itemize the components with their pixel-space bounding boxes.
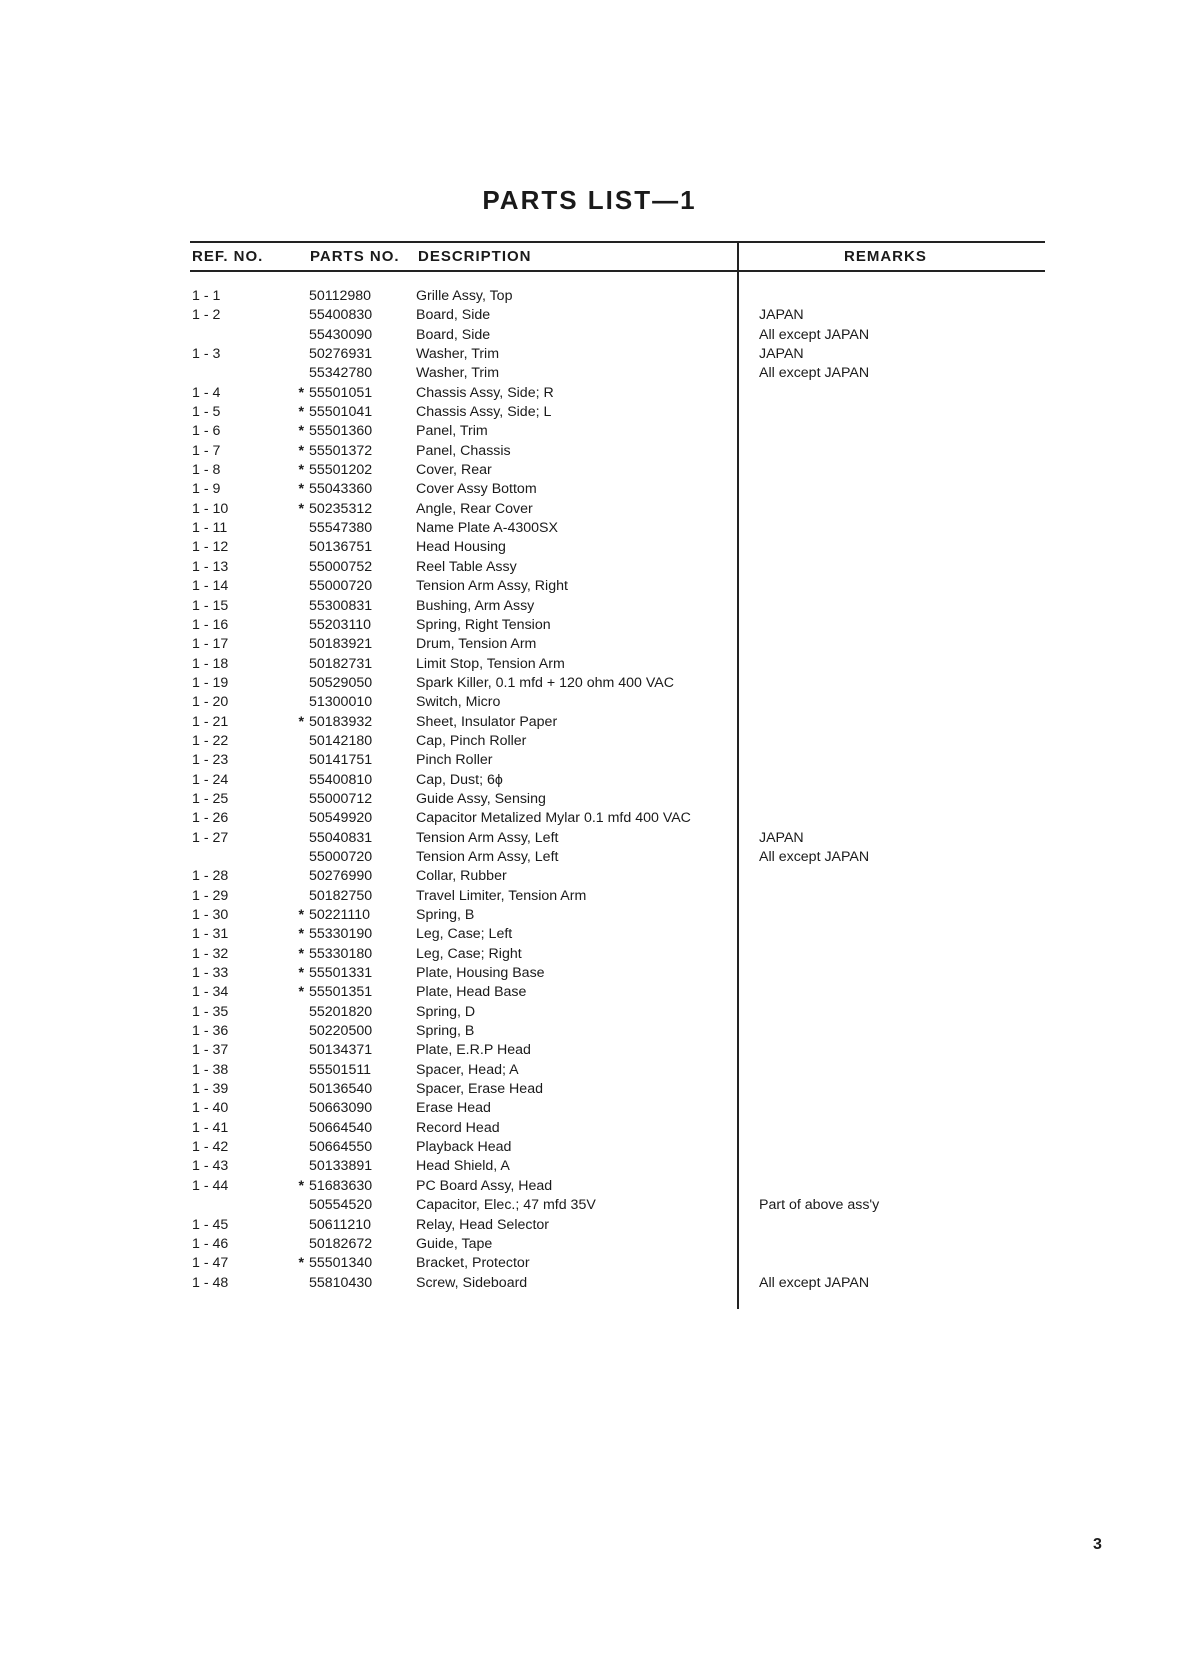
table-row xyxy=(0,1138,1179,1157)
table-row xyxy=(0,1177,1179,1196)
ref-cell: 1 - 37 xyxy=(192,1042,229,1059)
table-row xyxy=(0,925,1179,944)
ref-cell: 1 - 6 xyxy=(192,423,221,440)
parts-table-body xyxy=(0,287,1179,1293)
ref-cell: 1 - 7 xyxy=(192,442,221,459)
description-cell: Spring, B xyxy=(416,1023,475,1040)
description-cell: Washer, Trim xyxy=(416,365,500,382)
ref-cell: 1 - 31 xyxy=(192,926,229,943)
ref-cell: 1 - 40 xyxy=(192,1100,229,1117)
description-cell: Cap, Pinch Roller xyxy=(416,732,527,749)
parts-no-cell: 50611210 xyxy=(309,1216,372,1233)
parts-no-cell: 55040831 xyxy=(309,829,373,846)
ref-cell: 1 - 20 xyxy=(192,694,229,711)
parts-no-cell: 55501051 xyxy=(309,384,373,401)
ref-cell: 1 - 29 xyxy=(192,887,229,904)
ref-cell: 1 - 8 xyxy=(192,462,221,479)
ref-cell: 1 - 22 xyxy=(192,732,229,749)
parts-no-cell: 55000720 xyxy=(309,848,373,865)
table-row xyxy=(0,597,1179,616)
ref-cell: 1 - 42 xyxy=(192,1139,229,1156)
ref-cell: 1 - 15 xyxy=(192,597,229,614)
parts-no-cell: 55810430 xyxy=(309,1274,373,1291)
description-cell: Chassis Assy, Side; L xyxy=(416,404,552,421)
new-part-marker: * xyxy=(298,500,304,517)
remarks-cell: JAPAN xyxy=(759,346,804,363)
description-cell: Head Housing xyxy=(416,539,506,556)
remarks-cell: JAPAN xyxy=(759,307,804,324)
parts-no-cell: 55400810 xyxy=(309,771,373,788)
description-cell: Drum, Tension Arm xyxy=(416,636,537,653)
ref-cell: 1 - 28 xyxy=(192,868,229,885)
parts-no-cell: 50112980 xyxy=(309,288,372,304)
parts-no-cell: 55043360 xyxy=(309,481,373,498)
description-cell: Capacitor Metalized Mylar 0.1 mfd 400 VAC xyxy=(416,810,691,827)
table-row xyxy=(0,1157,1179,1176)
ref-cell: 1 - 23 xyxy=(192,752,229,769)
description-cell: Plate, E.R.P Head xyxy=(416,1042,531,1059)
table-row xyxy=(0,500,1179,519)
description-cell: Relay, Head Selector xyxy=(416,1216,550,1233)
ref-cell: 1 - 47 xyxy=(192,1255,229,1272)
parts-no-cell: 50183921 xyxy=(309,636,373,653)
parts-no-cell: 55000720 xyxy=(309,578,373,595)
ref-cell: 1 - 16 xyxy=(192,616,229,633)
table-row xyxy=(0,1119,1179,1138)
ref-cell: 1 - 11 xyxy=(192,520,228,537)
ref-cell: 1 - 25 xyxy=(192,790,229,807)
ref-cell: 1 - 44 xyxy=(192,1177,229,1194)
parts-no-cell: 55501041 xyxy=(309,404,373,421)
parts-no-cell: 50276931 xyxy=(309,346,373,363)
table-row xyxy=(0,1061,1179,1080)
ref-cell: 1 - 46 xyxy=(192,1235,229,1252)
parts-no-cell: 55000712 xyxy=(309,790,373,807)
table-row xyxy=(0,790,1179,809)
description-cell: Cap, Dust; 6ϕ xyxy=(416,771,503,788)
new-part-marker: * xyxy=(298,926,304,943)
table-row xyxy=(0,461,1179,480)
parts-no-cell: 55501351 xyxy=(309,984,373,1001)
description-cell: Playback Head xyxy=(416,1139,512,1156)
parts-no-cell: 50183932 xyxy=(309,713,373,730)
table-row xyxy=(0,577,1179,596)
parts-no-cell: 50142180 xyxy=(309,732,373,749)
description-cell: Board, Side xyxy=(416,326,491,343)
description-cell: Spark Killer, 0.1 mfd + 120 ohm 400 VAC xyxy=(416,674,675,691)
table-row xyxy=(0,1254,1179,1273)
new-part-marker: * xyxy=(298,442,304,459)
parts-no-cell: 50141751 xyxy=(309,752,373,769)
table-row xyxy=(0,983,1179,1002)
table-header-rule xyxy=(190,270,1045,272)
ref-cell: 1 - 36 xyxy=(192,1023,229,1040)
ref-cell: 1 - 10 xyxy=(192,500,229,517)
parts-no-cell: 55501360 xyxy=(309,423,373,440)
description-cell: Plate, Head Base xyxy=(416,984,527,1001)
new-part-marker: * xyxy=(298,984,304,1001)
parts-no-cell: 50136751 xyxy=(309,539,373,556)
new-part-marker: * xyxy=(298,965,304,982)
description-cell: Cover Assy Bottom xyxy=(416,481,537,498)
parts-no-cell: 55201820 xyxy=(309,1003,373,1020)
description-cell: Board, Side xyxy=(416,307,491,324)
table-row xyxy=(0,732,1179,751)
description-cell: Bushing, Arm Assy xyxy=(416,597,535,614)
page-number: 3 xyxy=(1093,1536,1102,1553)
table-row xyxy=(0,558,1179,577)
ref-cell: 1 - 12 xyxy=(192,539,229,556)
remarks-cell: Part of above ass'y xyxy=(759,1197,880,1214)
parts-no-cell: 50663090 xyxy=(309,1100,373,1117)
ref-cell: 1 - 45 xyxy=(192,1216,229,1233)
table-row xyxy=(0,519,1179,538)
ref-cell: 1 - 5 xyxy=(192,404,221,421)
ref-cell: 1 - 18 xyxy=(192,655,229,672)
description-cell: Guide, Tape xyxy=(416,1235,493,1252)
parts-no-cell: 50554520 xyxy=(309,1197,373,1214)
new-part-marker: * xyxy=(298,462,304,479)
parts-no-cell: 50134371 xyxy=(309,1042,373,1059)
table-row xyxy=(0,384,1179,403)
parts-no-cell: 50276990 xyxy=(309,868,373,885)
parts-no-cell: 55501331 xyxy=(309,965,373,982)
description-cell: Cover, Rear xyxy=(416,462,492,479)
description-cell: Travel Limiter, Tension Arm xyxy=(416,887,587,904)
ref-cell: 1 - 3 xyxy=(192,346,221,363)
ref-cell: 1 - 38 xyxy=(192,1061,229,1078)
table-row xyxy=(0,848,1179,867)
parts-no-cell: 50136540 xyxy=(309,1081,373,1098)
description-cell: Screw, Sideboard xyxy=(416,1274,528,1291)
description-cell: Name Plate A-4300SX xyxy=(416,520,558,537)
description-cell: Chassis Assy, Side; R xyxy=(416,384,554,401)
description-cell: Spring, D xyxy=(416,1003,476,1020)
table-row xyxy=(0,906,1179,925)
description-cell: Leg, Case; Left xyxy=(416,926,513,943)
table-row xyxy=(0,945,1179,964)
ref-cell: 1 - 26 xyxy=(192,810,229,827)
header-description: DESCRIPTION xyxy=(418,248,532,265)
table-row xyxy=(0,480,1179,499)
description-cell: Grille Assy, Top xyxy=(416,288,513,304)
table-row xyxy=(0,403,1179,422)
description-cell: Spacer, Head; A xyxy=(416,1061,519,1078)
description-cell: Tension Arm Assy, Left xyxy=(416,829,559,846)
ref-cell: 1 - 19 xyxy=(192,674,229,691)
parts-no-cell: 55547380 xyxy=(309,520,373,537)
new-part-marker: * xyxy=(298,1255,304,1272)
parts-no-cell: 55342780 xyxy=(309,365,373,382)
table-row xyxy=(0,887,1179,906)
parts-no-cell: 50529050 xyxy=(309,674,373,691)
table-row xyxy=(0,674,1179,693)
description-cell: Spring, Right Tension xyxy=(416,616,551,633)
header-parts-no: PARTS NO. xyxy=(310,248,400,265)
description-cell: PC Board Assy, Head xyxy=(416,1177,553,1194)
ref-cell: 1 - 43 xyxy=(192,1158,229,1175)
table-row xyxy=(0,771,1179,790)
parts-no-cell: 55501372 xyxy=(309,442,373,459)
new-part-marker: * xyxy=(298,1177,304,1194)
description-cell: Washer, Trim xyxy=(416,346,500,363)
table-row xyxy=(0,306,1179,325)
description-cell: Spacer, Erase Head xyxy=(416,1081,543,1098)
description-cell: Angle, Rear Cover xyxy=(416,500,533,517)
table-row xyxy=(0,345,1179,364)
parts-no-cell: 50182731 xyxy=(309,655,373,672)
parts-no-cell: 55400830 xyxy=(309,307,373,324)
parts-no-cell: 55300831 xyxy=(309,597,373,614)
description-cell: Limit Stop, Tension Arm xyxy=(416,655,565,672)
table-row xyxy=(0,751,1179,770)
description-cell: Head Shield, A xyxy=(416,1158,510,1175)
ref-cell: 1 - 1 xyxy=(192,288,221,304)
parts-no-cell: 50182672 xyxy=(309,1235,373,1252)
table-row xyxy=(0,829,1179,848)
table-row xyxy=(0,1274,1179,1293)
remarks-cell: All except JAPAN xyxy=(759,1274,870,1291)
description-cell: Tension Arm Assy, Right xyxy=(416,578,568,595)
table-row xyxy=(0,1041,1179,1060)
ref-cell: 1 - 9 xyxy=(192,481,221,498)
table-row xyxy=(0,616,1179,635)
table-top-rule xyxy=(190,241,1045,243)
table-row xyxy=(0,635,1179,654)
new-part-marker: * xyxy=(298,713,304,730)
ref-cell: 1 - 35 xyxy=(192,1003,229,1020)
parts-no-cell: 55330180 xyxy=(309,945,373,962)
new-part-marker: * xyxy=(298,423,304,440)
remarks-cell: All except JAPAN xyxy=(759,848,870,865)
description-cell: Bracket, Protector xyxy=(416,1255,530,1272)
description-cell: Collar, Rubber xyxy=(416,868,507,885)
table-row xyxy=(0,713,1179,732)
table-row xyxy=(0,287,1179,306)
ref-cell: 1 - 4 xyxy=(192,384,221,401)
description-cell: Panel, Trim xyxy=(416,423,488,440)
description-cell: Leg, Case; Right xyxy=(416,945,522,962)
table-row xyxy=(0,1099,1179,1118)
description-cell: Switch, Micro xyxy=(416,694,501,711)
parts-no-cell: 50182750 xyxy=(309,887,373,904)
table-row xyxy=(0,693,1179,712)
description-cell: Plate, Housing Base xyxy=(416,965,545,982)
ref-cell: 1 - 33 xyxy=(192,965,229,982)
ref-cell: 1 - 41 xyxy=(192,1119,229,1136)
table-row xyxy=(0,809,1179,828)
table-row xyxy=(0,538,1179,557)
ref-cell: 1 - 14 xyxy=(192,578,229,595)
header-ref-no: REF. NO. xyxy=(192,248,264,265)
parts-no-cell: 55430090 xyxy=(309,326,373,343)
parts-no-cell: 50235312 xyxy=(309,500,373,517)
ref-cell: 1 - 32 xyxy=(192,945,229,962)
parts-no-cell: 50133891 xyxy=(309,1158,373,1175)
parts-no-cell: 50664550 xyxy=(309,1139,373,1156)
table-row xyxy=(0,422,1179,441)
remarks-cell: All except JAPAN xyxy=(759,326,870,343)
table-row xyxy=(0,655,1179,674)
ref-cell: 1 - 21 xyxy=(192,713,229,730)
ref-cell: 1 - 2 xyxy=(192,307,221,324)
parts-no-cell: 55501340 xyxy=(309,1255,373,1272)
table-row xyxy=(0,442,1179,461)
description-cell: Reel Table Assy xyxy=(416,558,517,575)
new-part-marker: * xyxy=(298,945,304,962)
remarks-cell: JAPAN xyxy=(759,829,804,846)
description-cell: Sheet, Insulator Paper xyxy=(416,713,558,730)
ref-cell: 1 - 27 xyxy=(192,829,229,846)
parts-no-cell: 50221110 xyxy=(309,907,371,923)
new-part-marker: * xyxy=(298,481,304,498)
ref-cell: 1 - 34 xyxy=(192,984,229,1001)
parts-no-cell: 51683630 xyxy=(309,1177,373,1194)
header-remarks: REMARKS xyxy=(844,248,927,265)
remarks-cell: All except JAPAN xyxy=(759,365,870,382)
table-row xyxy=(0,1235,1179,1254)
ref-cell: 1 - 13 xyxy=(192,558,229,575)
table-row xyxy=(0,326,1179,345)
new-part-marker: * xyxy=(298,907,304,923)
table-row xyxy=(0,964,1179,983)
parts-no-cell: 50664540 xyxy=(309,1119,373,1136)
parts-no-cell: 50549920 xyxy=(309,810,373,827)
ref-cell: 1 - 30 xyxy=(192,907,229,923)
parts-no-cell: 55501202 xyxy=(309,462,373,479)
table-row xyxy=(0,364,1179,383)
parts-no-cell: 51300010 xyxy=(309,694,373,711)
table-row xyxy=(0,1003,1179,1022)
table-row xyxy=(0,1022,1179,1041)
parts-no-cell: 50220500 xyxy=(309,1023,373,1040)
description-cell: Capacitor, Elec.; 47 mfd 35V xyxy=(416,1197,596,1214)
parts-no-cell: 55203110 xyxy=(309,616,372,633)
ref-cell: 1 - 48 xyxy=(192,1274,229,1291)
description-cell: Tension Arm Assy, Left xyxy=(416,848,559,865)
page-title: PARTS LIST—1 xyxy=(482,185,697,215)
description-cell: Spring, B xyxy=(416,907,475,923)
description-cell: Panel, Chassis xyxy=(416,442,511,459)
description-cell: Erase Head xyxy=(416,1100,491,1117)
table-row xyxy=(0,1080,1179,1099)
description-cell: Guide Assy, Sensing xyxy=(416,790,546,807)
description-cell: Record Head xyxy=(416,1119,500,1136)
table-row xyxy=(0,1196,1179,1215)
new-part-marker: * xyxy=(298,384,304,401)
description-cell: Pinch Roller xyxy=(416,752,493,769)
ref-cell: 1 - 24 xyxy=(192,771,229,788)
parts-no-cell: 55000752 xyxy=(309,558,373,575)
new-part-marker: * xyxy=(298,404,304,421)
ref-cell: 1 - 17 xyxy=(192,636,229,653)
table-row xyxy=(0,867,1179,886)
ref-cell: 1 - 39 xyxy=(192,1081,229,1098)
parts-no-cell: 55501511 xyxy=(309,1061,372,1078)
table-row xyxy=(0,1216,1179,1235)
parts-no-cell: 55330190 xyxy=(309,926,373,943)
